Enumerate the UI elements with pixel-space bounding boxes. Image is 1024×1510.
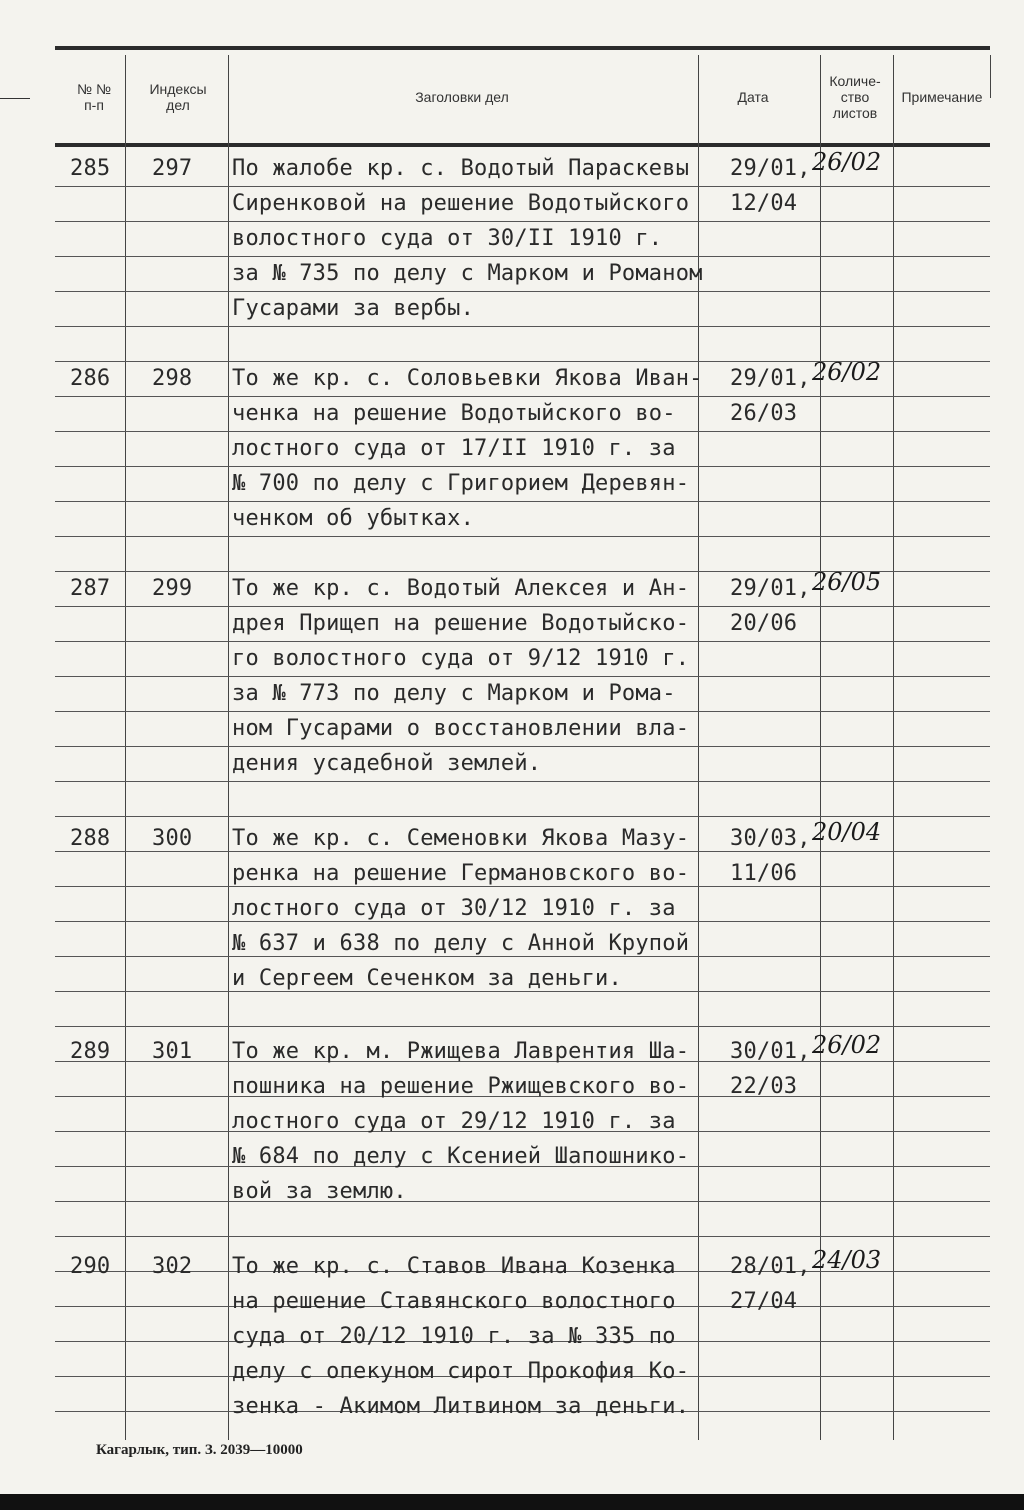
column-rule [990,55,991,98]
header-index: Индексы дел [149,81,207,113]
entry-date: 29/01, [730,576,811,601]
entry-title-line: ренка на решение Германовского во- [232,861,690,886]
ruled-line [55,501,990,502]
entry-date: 30/01, [730,1039,811,1064]
printer-imprint: Кагарлык, тип. З. 2039—10000 [96,1442,303,1458]
entry-title-line: По жалобе кр. с. Водотый Параскевы [232,156,690,181]
handwritten-sheet-count: 24/03 [812,1246,882,1274]
entry-date: 29/01, [730,366,811,391]
handwritten-sheet-count: 26/02 [812,1031,882,1059]
entry-title-line: № 700 по делу с Григорием Деревян- [232,471,690,496]
entry-index: 299 [152,576,193,601]
column-rule [125,55,126,1440]
entry-title-line: и Сергеем Сеченком за деньги. [232,966,622,991]
handwritten-sheet-count: 20/04 [812,818,882,846]
entry-index: 298 [152,366,193,391]
entry-title-line: лостного суда от 29/12 1910 г. за [232,1109,676,1134]
entry-title-line: делу с опекуном сирот Прокофия Ко- [232,1359,690,1384]
entry-number: 285 [70,156,111,181]
scan-edge [0,1494,1024,1510]
margin-mark [0,98,30,99]
entry-date: 26/03 [730,401,798,426]
ruled-line [55,1201,990,1202]
entry-title-line: вой за землю. [232,1179,407,1204]
ruled-line [55,326,990,327]
entry-index: 302 [152,1254,193,1279]
ruled-line [55,1026,990,1027]
entry-title-line: на решение Ставянского волостного [232,1289,676,1314]
entry-title-line: То же кр. м. Ржищева Лаврентия Ша- [232,1039,690,1064]
header-sheet-count: Количе- ство листов [829,73,881,121]
entry-title-line: То же кр. с. Ставов Ивана Козенка [232,1254,676,1279]
handwritten-sheet-count: 26/02 [812,358,882,386]
entry-date: 11/06 [730,861,798,886]
entry-title-line: № 684 по делу с Ксенией Шапошнико- [232,1144,690,1169]
entry-title-line: ном Гусарами о восстановлении вла- [232,716,690,741]
header-date: Дата [737,89,769,105]
entry-date: 30/03, [730,826,811,851]
ruled-line [55,781,990,782]
column-rule [228,55,229,1440]
entry-title-line: лостного суда от 17/II 1910 г. за [232,436,676,461]
entry-title-line: за № 735 по делу с Марком и Романом [232,261,703,286]
entry-title-line: ченка на решение Водотыйского во- [232,401,676,426]
entry-title-line: лостного суда от 30/12 1910 г. за [232,896,676,921]
entry-title-line: Сиренковой на решение Водотыйского [232,191,690,216]
column-rule [893,55,894,1440]
entry-number: 287 [70,576,111,601]
entry-title-line: пошника на решение Ржищевского во- [232,1074,690,1099]
handwritten-sheet-count: 26/02 [812,148,882,176]
entry-title-line: дрея Прищеп на решение Водотыйско- [232,611,690,636]
entry-title-line: за № 773 по делу с Марком и Рома- [232,681,676,706]
ruled-line [55,291,990,292]
entry-date: 12/04 [730,191,798,216]
entry-index: 297 [152,156,193,181]
column-rule [820,55,821,1440]
ruled-line [55,536,990,537]
entry-number: 289 [70,1039,111,1064]
entry-title-line: ченком об убытках. [232,506,475,531]
ruled-line [55,816,990,817]
entry-index: 301 [152,1039,193,1064]
entry-title-line: То же кр. с. Семеновки Якова Мазу- [232,826,690,851]
entry-index: 300 [152,826,193,851]
entry-date: 29/01, [730,156,811,181]
entry-title-line: зенка - Акимом Литвином за деньги. [232,1394,690,1419]
entry-number: 286 [70,366,111,391]
entry-title-line: Гусарами за вербы. [232,296,475,321]
entry-date: 22/03 [730,1074,798,1099]
entry-date: 28/01, [730,1254,811,1279]
header-bottom-rule [55,143,990,147]
entry-title-line: волостного суда от 30/II 1910 г. [232,226,663,251]
header-number: № № п-п [77,81,111,113]
entry-title-line: То же кр. с. Соловьевки Якова Иван- [232,366,703,391]
entry-title-line: суда от 20/12 1910 г. за № 335 по [232,1324,676,1349]
entry-title-line: дения усадебной землей. [232,751,542,776]
header-title: Заголовки дел [415,89,509,105]
entry-title-line: То же кр. с. Водотый Алексея и Ан- [232,576,690,601]
ruled-line [55,1236,990,1237]
header-note: Примечание [901,89,983,105]
entry-title-line: № 637 и 638 по делу с Анной Крупой [232,931,690,956]
entry-date: 20/06 [730,611,798,636]
handwritten-sheet-count: 26/05 [812,568,882,596]
header-top-rule [55,46,990,50]
entry-number: 288 [70,826,111,851]
entry-title-line: го волостного суда от 9/12 1910 г. [232,646,690,671]
entry-number: 290 [70,1254,111,1279]
entry-date: 27/04 [730,1289,798,1314]
